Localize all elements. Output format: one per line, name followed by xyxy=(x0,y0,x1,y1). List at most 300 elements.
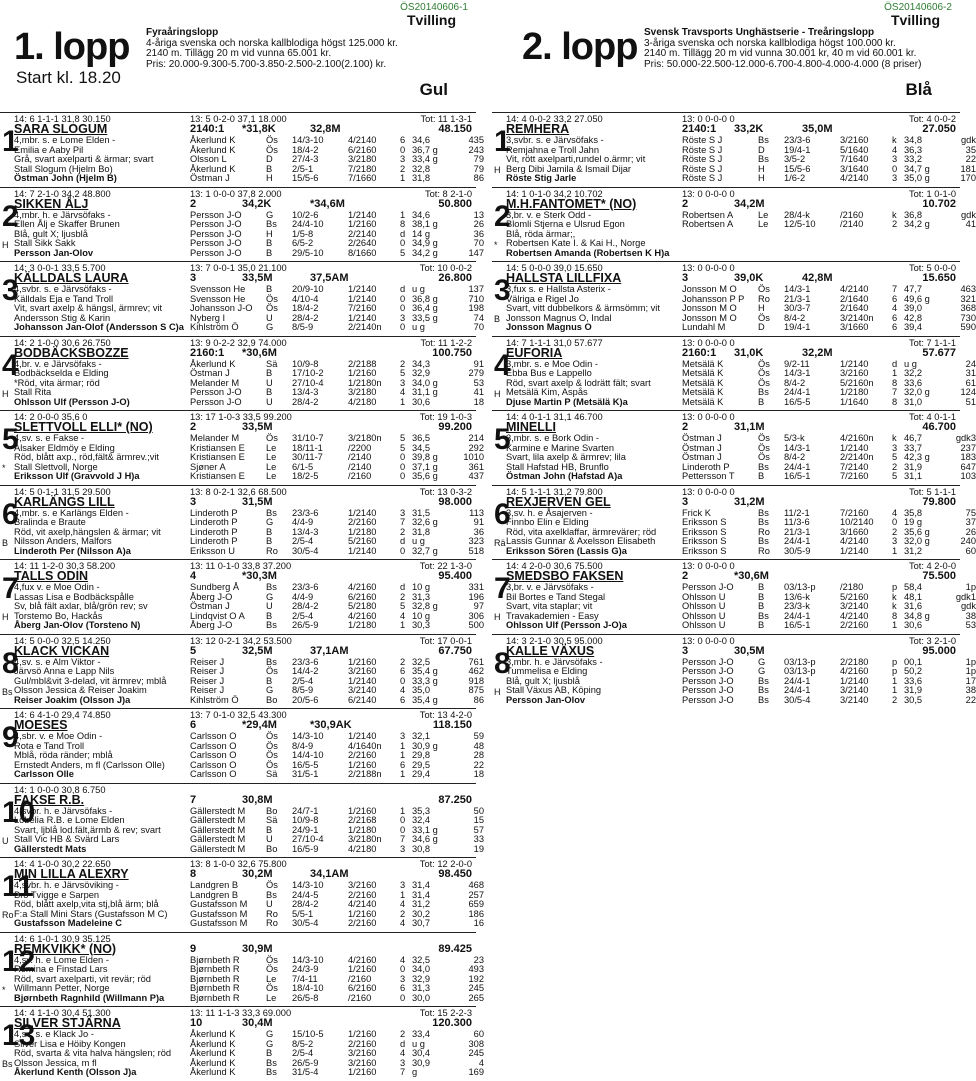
start-number: 4 xyxy=(2,348,19,382)
horse-entry xyxy=(0,559,484,634)
result-cell: 13/4-3 xyxy=(292,526,319,537)
start-number: 9 xyxy=(2,721,19,754)
prize-money: 89.425 xyxy=(438,942,472,955)
result-cell: B xyxy=(266,284,273,294)
result-cell: 34,5 xyxy=(412,442,431,453)
result-cell: 91 xyxy=(473,358,484,369)
result-cell: H xyxy=(758,303,765,314)
result-cell: 1/2160 xyxy=(348,759,377,770)
race-color: Gul xyxy=(419,80,448,99)
record-time-alt: 42,8M xyxy=(802,272,833,284)
result-cell: D xyxy=(266,154,273,165)
result-cell: Kristiansen E xyxy=(190,471,245,482)
result-cell: Le xyxy=(266,973,277,984)
result-cell: 2 xyxy=(400,591,406,602)
result-cell: d xyxy=(892,358,898,369)
result-cell: 18/4-10 xyxy=(292,983,324,994)
result-cell: 730 xyxy=(960,312,976,323)
start-distance: 3 xyxy=(682,495,689,508)
prize-money: 98.450 xyxy=(438,868,472,880)
horse-entry xyxy=(492,261,976,336)
result-cell: 2 xyxy=(892,526,898,537)
result-cell: 2/5-1 xyxy=(292,163,314,174)
result-cell: 137 xyxy=(468,284,484,294)
result-cell: 4 xyxy=(400,954,406,965)
horse-detail: Stall Vic HB & Svärd Lars xyxy=(14,834,120,845)
result-cell: 368 xyxy=(960,303,976,314)
result-cell: 1 xyxy=(400,173,406,184)
result-cell: 875 xyxy=(468,685,484,696)
result-cell: Bjørnbeth R xyxy=(190,973,240,984)
result-cell: 761 xyxy=(468,656,484,667)
result-cell: d xyxy=(400,228,406,239)
result-cell: 86 xyxy=(473,694,484,705)
result-cell: 33,1 g xyxy=(412,824,438,835)
horse-entry xyxy=(0,261,484,336)
result-cell: 59 xyxy=(473,731,484,741)
driver-name: Ohlsson Ulf (Persson J-O)a xyxy=(506,620,627,631)
driver-name: Djuse Martin P (Metsälä K)a xyxy=(506,396,628,407)
result-cell: 1 xyxy=(892,620,898,631)
result-cell: Carlsson O xyxy=(190,731,237,741)
result-row xyxy=(190,173,484,183)
result-cell: 1/6-2 xyxy=(784,173,806,184)
horse-detail: Olsson Jessica & Reiser Joakim xyxy=(14,685,147,696)
result-cell: 27/10-4 xyxy=(292,377,324,388)
result-cell: Sjøner A xyxy=(190,461,226,472)
result-cell: 35,4 g xyxy=(412,666,438,677)
result-cell: 4 xyxy=(400,899,406,910)
result-cell: 91 xyxy=(473,517,484,528)
result-cell: 28/4-k xyxy=(784,209,810,220)
result-cell: Ös xyxy=(266,740,278,751)
result-cell: 3 xyxy=(400,843,406,854)
result-cell: Östman J xyxy=(190,368,230,379)
result-cell: B xyxy=(266,824,273,835)
result-cell: d xyxy=(400,1038,406,1049)
result-cell: Johansson P P xyxy=(682,293,745,304)
result-cell: Persson J-O xyxy=(682,582,734,592)
driver-name: Reiser Joakim (Olsson J)a xyxy=(14,694,131,705)
result-cell: 32,9 xyxy=(412,368,431,379)
result-cell: 29,5 xyxy=(412,759,431,770)
result-cell: Le xyxy=(266,461,277,472)
start-distance: 9 xyxy=(190,942,197,955)
result-cell: 17/10-2 xyxy=(292,368,324,379)
result-cell: 3/1660 xyxy=(840,526,869,537)
start-distance: 3 xyxy=(190,272,197,284)
result-cell: 38,1 g xyxy=(412,219,438,230)
result-cell: 4 xyxy=(478,1057,484,1068)
result-cell: 0 xyxy=(400,964,406,975)
season-stats: 14: 6 4-1-0 29,4 74.850 xyxy=(14,710,111,720)
horse-detail: Lassis Gunnar & Axelsson Elisabeth xyxy=(506,536,656,547)
result-cell: 196 xyxy=(468,591,484,602)
result-cell: 32,0 g xyxy=(904,536,930,547)
race-info-line: 2140 m. Tillägg 20 m vid vunna 65.001 kr. xyxy=(146,48,332,59)
result-cell: 1/2160 xyxy=(348,1067,377,1078)
horse-detail: 4,br. v. e Järvsöfaks - xyxy=(14,358,102,369)
result-cell: 4/2160 xyxy=(348,610,377,621)
result-cell: 30/3-7 xyxy=(784,303,811,314)
result-cell: Persson J-O xyxy=(190,209,242,220)
result-cell: 26 xyxy=(965,526,976,537)
total-stats: Tot: 12 2-0-0 xyxy=(419,859,472,869)
result-cell: 28 xyxy=(473,750,484,761)
race-number: 1. lopp xyxy=(14,26,130,68)
result-cell: Landgren B xyxy=(190,880,239,890)
horse-detail: Stall Sikk Sakk xyxy=(14,238,76,249)
season-stats: 14: 4 1-1-0 30,4 51.300 xyxy=(14,1008,111,1018)
result-cell: Bjørnbeth R xyxy=(190,992,240,1003)
horse-detail: 4,sv. s. e Klack Jo - xyxy=(14,1029,94,1039)
result-cell: 3/5-2 xyxy=(784,154,806,165)
result-cell: 24/9-1 xyxy=(292,824,319,835)
result-cell: 58,4 xyxy=(904,582,923,592)
horse-detail: Lobelia R.B. e Lome Elden xyxy=(14,815,125,826)
result-cell: 6 xyxy=(400,759,406,770)
result-cell: B xyxy=(266,1048,273,1059)
result-cell: 16 xyxy=(473,918,484,929)
race-info-line: Pris: 20.000-9.300-5.700-3.850-2.500-2.100(2.100) kr. xyxy=(146,58,387,70)
result-cell: 103 xyxy=(960,471,976,482)
start-number: 6 xyxy=(494,497,511,531)
result-cell: 8 xyxy=(892,610,898,621)
result-cell: 1/2140 xyxy=(348,731,377,741)
result-cell: Jonsson M O xyxy=(682,303,737,314)
result-cell: 8 xyxy=(892,396,898,407)
result-cell: Åkerlund K xyxy=(190,135,236,145)
horse-detail: Stall Slettvoll, Norge xyxy=(14,461,98,472)
result-cell: 2 xyxy=(892,219,898,230)
horse-detail: Olsson Jessica, m fl xyxy=(14,1057,97,1068)
entry-code: Bs xyxy=(2,1059,13,1069)
result-cell: 214 xyxy=(468,433,484,443)
prize-money: 67.750 xyxy=(438,644,472,657)
result-cell: 1/2140 xyxy=(840,442,869,453)
start-distance: 2 xyxy=(190,197,197,210)
result-cell: gdk xyxy=(961,135,976,145)
result-cell: 28/4-2 xyxy=(292,601,319,612)
horse-detail: Röd, svarta & vita halva hängslen; röd xyxy=(14,1048,172,1059)
result-cell: 240 xyxy=(960,536,976,547)
result-cell: 3 xyxy=(400,312,406,323)
result-cell: 113 xyxy=(469,507,484,518)
result-cell: 26/5-9 xyxy=(292,1057,319,1068)
result-cell: B xyxy=(758,471,765,482)
result-cell: 0 xyxy=(892,163,898,174)
result-cell: 21/3-1 xyxy=(784,526,811,537)
result-cell: 468 xyxy=(468,880,484,890)
result-cell: 31,0 xyxy=(904,396,923,407)
result-cell: 23/3-6 xyxy=(292,656,319,667)
result-cell: Gällerstedt M xyxy=(190,834,246,845)
result-row xyxy=(682,219,976,229)
result-cell: 32,5 xyxy=(412,656,431,667)
result-cell: Frick K xyxy=(682,507,711,518)
result-cell: 2 xyxy=(400,656,406,667)
result-cell: 32,2 xyxy=(904,368,923,379)
result-cell: 30/5-4 xyxy=(292,545,319,556)
race-1-column xyxy=(0,0,484,1081)
result-cell: G xyxy=(266,591,274,602)
result-cell: 18/4-2 xyxy=(292,303,319,314)
result-cell: Persson J-O xyxy=(190,238,242,249)
result-cell: 7 xyxy=(400,517,406,528)
result-cell: Ös xyxy=(266,954,278,965)
result-cell: 2/5-4 xyxy=(292,1048,314,1059)
result-row xyxy=(190,397,484,407)
result-cell: 3/2160 xyxy=(840,368,869,379)
result-cell: 60 xyxy=(965,545,976,556)
season-stats: 14: 5 1-1-1 31,2 79.800 xyxy=(506,486,603,497)
result-cell: H xyxy=(266,173,273,184)
result-cell: 237 xyxy=(960,442,976,453)
result-cell: 1/2140 xyxy=(348,284,377,294)
result-cell: Åkerlund K xyxy=(190,358,236,369)
result-cell: 24/3-9 xyxy=(292,964,319,975)
start-distance: 2 xyxy=(682,421,689,433)
result-cell: 39,0 xyxy=(904,303,923,314)
start-number: 5 xyxy=(2,423,19,456)
result-cell: 4/2160 xyxy=(348,954,377,965)
horse-detail: 4,sv. s. e Alm Viktor - xyxy=(14,656,101,667)
result-cell: U xyxy=(266,834,273,845)
result-cell: 4 xyxy=(400,918,406,929)
horse-detail: Emilia e Aaby Pil xyxy=(14,144,84,155)
result-cell: 1/2160 xyxy=(348,805,377,816)
season-stats: 14: 7 1-1-1 31,0 57.677 xyxy=(506,337,603,348)
result-cell: 14/3-10 xyxy=(292,731,324,741)
total-stats: Tot: 5 1-1-1 xyxy=(908,486,956,497)
result-cell: 28/4-2 xyxy=(292,396,319,407)
result-cell: 2 xyxy=(400,358,406,369)
result-cell: Eriksson S xyxy=(682,517,727,528)
result-cell: 34,6 xyxy=(412,135,431,145)
result-row xyxy=(190,248,484,258)
result-cell: Bo xyxy=(266,805,278,816)
result-cell: 26 xyxy=(473,219,484,230)
result-cell: 11/3-6 xyxy=(784,517,810,528)
result-cell: B xyxy=(266,368,273,379)
result-cell: 5 xyxy=(400,368,406,379)
result-cell: 23/3-6 xyxy=(784,135,811,145)
result-cell: 0 xyxy=(400,815,406,826)
result-cell: Eriksson U xyxy=(190,545,235,556)
horse-entry xyxy=(0,783,484,858)
record-time: 31,5M xyxy=(242,495,273,508)
prev-season-stats: 13: 0 0-0-0 0 xyxy=(682,114,735,124)
result-cell: Svensson He xyxy=(190,284,246,294)
result-row xyxy=(682,471,976,481)
horse-entry xyxy=(0,112,484,187)
result-cell: 1/2160 xyxy=(348,656,377,667)
horse-detail: Ellen Ålj e Skaffer Brunen xyxy=(14,219,120,230)
result-cell: 53 xyxy=(473,377,484,388)
result-cell: 0 xyxy=(400,545,406,556)
result-cell: Johansson J-O xyxy=(190,303,253,314)
result-cell: 0 xyxy=(400,675,406,686)
result-cell: G xyxy=(758,666,766,677)
horse-detail: Svart, lila axelp & ärmrev; lila xyxy=(506,452,626,463)
result-cell: Bs xyxy=(266,219,277,230)
result-cell: 7 xyxy=(892,284,898,294)
season-stats: 14: 2 1-0-0 30,6 26.750 xyxy=(14,337,111,348)
result-cell: Bs xyxy=(758,135,769,145)
result-cell: Persson J-O xyxy=(190,396,242,407)
result-cell: 36,3 xyxy=(904,144,923,155)
total-stats: Tot: 11 1-3-1 xyxy=(420,114,472,124)
result-cell: Ös xyxy=(266,144,278,155)
result-cell: Ohlsson U xyxy=(682,591,726,602)
result-cell: Linderoth P xyxy=(190,517,238,528)
horse-entry xyxy=(0,485,484,560)
result-cell: 37,1 g xyxy=(412,461,438,472)
start-distance: 3 xyxy=(682,272,689,284)
result-cell: 5 xyxy=(400,433,406,443)
bet-type: Tvilling xyxy=(407,12,456,28)
result-cell: 124 xyxy=(960,387,976,398)
start-distance: 8 xyxy=(190,868,197,880)
horse-detail: Röd, blått axelp,vita stj,blå ärm; blå xyxy=(14,899,159,910)
result-cell: 12/5-10 xyxy=(784,219,816,230)
prev-season-stats: 13: 0 0-0-0 0 xyxy=(682,635,735,646)
horse-detail: 4,mbr. s. e Karlängs Elden - xyxy=(14,507,129,518)
result-cell: Gustafsson M xyxy=(190,899,248,910)
driver-name: Åkerlund Kenth (Olsson J)a xyxy=(14,1067,137,1078)
horse-entry xyxy=(0,187,484,262)
driver-name: Persson Jan-Olov xyxy=(14,247,94,258)
race-2-column xyxy=(492,0,976,708)
horse-name: MINELLI xyxy=(506,420,556,434)
result-row xyxy=(682,322,976,332)
result-cell: 2/2160 xyxy=(348,889,377,900)
result-cell: 3/2180 xyxy=(348,387,377,398)
result-cell: 1/2140 xyxy=(348,545,377,556)
result-cell: 1/1640 xyxy=(840,396,869,407)
result-cell: Röste S J xyxy=(682,173,723,184)
result-cell: 5 xyxy=(400,601,406,612)
result-cell: 6/5-2 xyxy=(292,238,314,249)
driver-name: Johansson Jan-Olof (Andersson S C)a xyxy=(14,322,184,333)
result-cell: Lundahl M xyxy=(682,322,726,333)
result-cell: 3/1640 xyxy=(840,163,869,174)
result-cell: 14/3-10 xyxy=(292,880,324,890)
result-cell: 1/2180 xyxy=(348,620,377,631)
horse-name: SLETTVOLL ELLI* (NO) xyxy=(14,420,153,434)
horse-detail: Remina e Finstad Lars xyxy=(14,964,108,975)
result-cell: 31,2 xyxy=(412,899,431,910)
horse-detail: Bil Bortes e Tand Stegal xyxy=(506,591,606,602)
prev-season-stats: 13: 12 0-2-1 34,2 53.500 xyxy=(190,635,292,646)
result-cell: 33,6 xyxy=(904,377,923,388)
result-cell: Åkerlund K xyxy=(190,163,236,174)
result-cell: Bo xyxy=(266,843,278,854)
start-number: 4 xyxy=(494,348,511,382)
result-cell: 22 xyxy=(473,759,484,770)
start-number: 2 xyxy=(494,199,511,233)
result-cell: 5/5-1 xyxy=(292,908,314,919)
result-cell: 1/2140 xyxy=(348,675,377,686)
result-cell: 19/4-1 xyxy=(784,322,811,333)
result-cell: 30/5-4 xyxy=(784,694,811,705)
result-cell: 14/3-1 xyxy=(784,284,811,294)
result-cell: Bs xyxy=(758,507,769,518)
result-cell: 4/4-9 xyxy=(292,591,314,602)
result-cell: 8/4-2 xyxy=(784,452,806,463)
result-cell: Persson J-O xyxy=(682,656,734,667)
horse-name: REMHERA xyxy=(506,122,570,136)
result-cell: 1 xyxy=(892,545,898,556)
result-cell: Röste S J xyxy=(682,135,723,145)
race-info xyxy=(146,28,398,70)
result-cell: Ro xyxy=(266,908,278,919)
result-cell: 32,1 xyxy=(412,731,431,741)
result-cell: 2/1640 xyxy=(840,303,869,314)
result-cell: Ro xyxy=(758,293,770,304)
record-time: 32,5M xyxy=(242,644,273,657)
entry-list xyxy=(0,112,484,1081)
result-cell: 2/2160 xyxy=(348,517,377,528)
result-cell: 27/4-3 xyxy=(292,154,319,165)
result-cell: 18 xyxy=(473,396,484,407)
result-cell: 245 xyxy=(468,1048,484,1059)
result-cell: 30,9 xyxy=(412,1057,431,1068)
result-cell: 3/2160 xyxy=(348,880,377,890)
result-cell: 41 xyxy=(473,387,484,398)
result-cell: 6 xyxy=(892,312,898,323)
prev-season-stats: 13: 7 0-0-1 35,0 21.100 xyxy=(190,263,287,273)
result-cell: 1/2140 xyxy=(348,293,377,304)
record-time: 33,5M xyxy=(242,272,273,284)
horse-entry xyxy=(0,336,484,411)
result-cell: 42,3 g xyxy=(904,452,930,463)
horse-detail: 3,sv. h. e Åsajerven - xyxy=(506,507,593,518)
result-cell: 22 xyxy=(965,694,976,705)
result-cell: 33,3 g xyxy=(412,675,438,686)
result-cell: 31,3 xyxy=(412,591,431,602)
horse-name: FAKSE R.B. xyxy=(14,792,85,807)
start-distance: 2 xyxy=(682,570,689,582)
result-cell: 361 xyxy=(468,461,484,472)
horse-detail: 4,sbr. v. e Moe Odin - xyxy=(14,731,103,741)
season-stats: 14: 3 2-1-0 30,5 95.000 xyxy=(506,635,603,646)
driver-name: Bjørnbeth Ragnhild (Willmann P)a xyxy=(14,992,165,1003)
result-cell: Kristiansen E xyxy=(190,442,245,453)
horse-detail: F:a Stall Mini Stars (Gustafsson M C) xyxy=(14,908,168,919)
season-stats: 14: 5 0-1-1 31,5 29.500 xyxy=(14,486,111,497)
result-cell: 30,7 xyxy=(412,918,431,929)
horse-detail: Ernstedt Anders, m fl (Carlsson Olle) xyxy=(14,759,165,770)
result-cell: 7/4-11 xyxy=(292,973,318,984)
result-cell: H xyxy=(266,228,273,239)
result-cell: 2 xyxy=(400,908,406,919)
prev-season-stats: 13: 8 1-0-0 32,6 75.800 xyxy=(190,859,287,869)
result-cell: Pettersson T xyxy=(682,471,735,482)
prize-money: 15.650 xyxy=(922,272,956,284)
result-cell: Ro xyxy=(758,526,770,537)
result-cell: 321 xyxy=(960,293,976,304)
result-cell: 4 xyxy=(892,303,898,314)
result-cell: 4/2180 xyxy=(348,843,377,854)
result-cell: 7/1640 xyxy=(840,154,869,165)
result-cell: 03/13-p xyxy=(784,666,816,677)
horse-name: EUFORIA xyxy=(506,345,563,360)
result-cell: 306 xyxy=(468,610,484,621)
result-cell: 10/9-8 xyxy=(292,815,319,826)
result-cell: B xyxy=(758,396,765,407)
result-cell: 61 xyxy=(965,377,976,388)
